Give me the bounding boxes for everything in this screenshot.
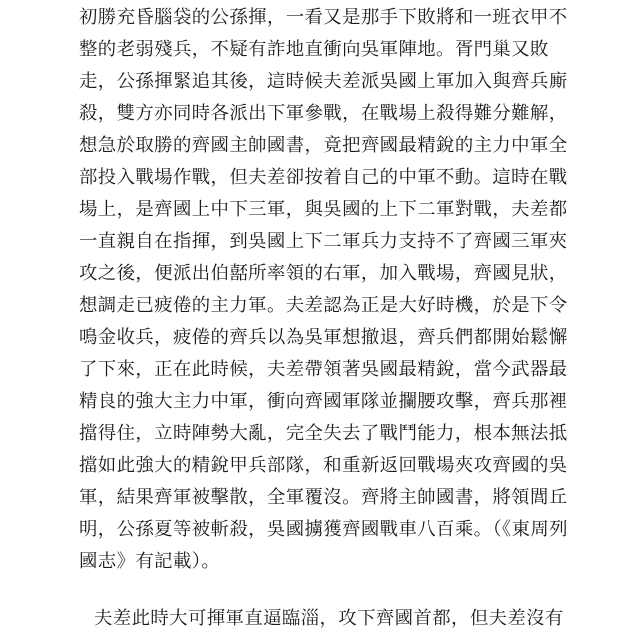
paragraph-1-line-3: 走，公孫揮緊追其後，這時候夫差派吳國上軍加入與齊兵廝: [79, 71, 568, 92]
paragraph-1-line-1: 初勝充昏腦袋的公孫揮，一看又是那手下敗將和一班衣甲不: [79, 7, 568, 28]
paragraph-1-line-18: 國志》有記載）。: [79, 551, 221, 572]
paragraph-1-line-10: 想調走已疲倦的主力軍。夫差認為正是大好時機，於是下令: [79, 295, 568, 316]
paragraph-1-line-15: 擋如此強大的精銳甲兵部隊，和重新返回戰場夾攻齊國的吳: [79, 455, 568, 476]
paragraph-1-line-4: 殺，雙方亦同時各派出下軍參戰，在戰場上殺得難分難解，: [79, 103, 568, 124]
paragraph-1-line-8: 一直親自在指揮，到吳國上下二軍兵力支持不了齊國三軍夾: [79, 231, 568, 252]
paragraph-1-line-14: 擋得住，立時陣勢大亂，完全失去了戰鬥能力，根本無法抵: [79, 423, 568, 444]
paragraph-1-line-12: 了下來，正在此時候，夫差帶領著吳國最精銳，當今武器最: [79, 359, 568, 380]
paragraph-1-line-13: 精良的強大主力中軍，衝向齊國軍隊並攔腰攻擊，齊兵那裡: [79, 391, 568, 412]
paragraph-1-line-2: 整的老弱殘兵，不疑有詐地直衝向吳軍陣地。胥門巢又敗: [79, 39, 549, 60]
paragraph-1-line-7: 場上，是齊國上中下三軍，與吳國的上下二軍對戰，夫差都: [79, 199, 568, 220]
paragraph-1-line-9: 攻之後，便派出伯嚭所率領的右軍，加入戰場，齊國見狀，: [79, 263, 568, 284]
paragraph-1-line-5: 想急於取勝的齊國主帥國書，竟把齊國最精銳的主力中軍全: [79, 135, 568, 156]
paragraph-1-line-11: 鳴金收兵，疲倦的齊兵以為吳軍想撤退，齊兵們都開始鬆懈: [79, 327, 568, 348]
paragraph-2-line-1: 夫差此時大可揮軍直逼臨淄，攻下齊國首都，但夫差沒有: [94, 608, 564, 629]
paragraph-1-line-17: 明，公孫夏等被斬殺，吳國擄獲齊國戰車八百乘。（《東周列: [79, 519, 568, 540]
paragraph-1-line-16: 軍，結果齊軍被擊散，全軍覆沒。齊將主帥國書，將領閭丘: [79, 487, 568, 508]
paragraph-1-line-6: 部投入戰場作戰，但夫差卻按着自己的中軍不動。這時在戰: [79, 167, 568, 188]
